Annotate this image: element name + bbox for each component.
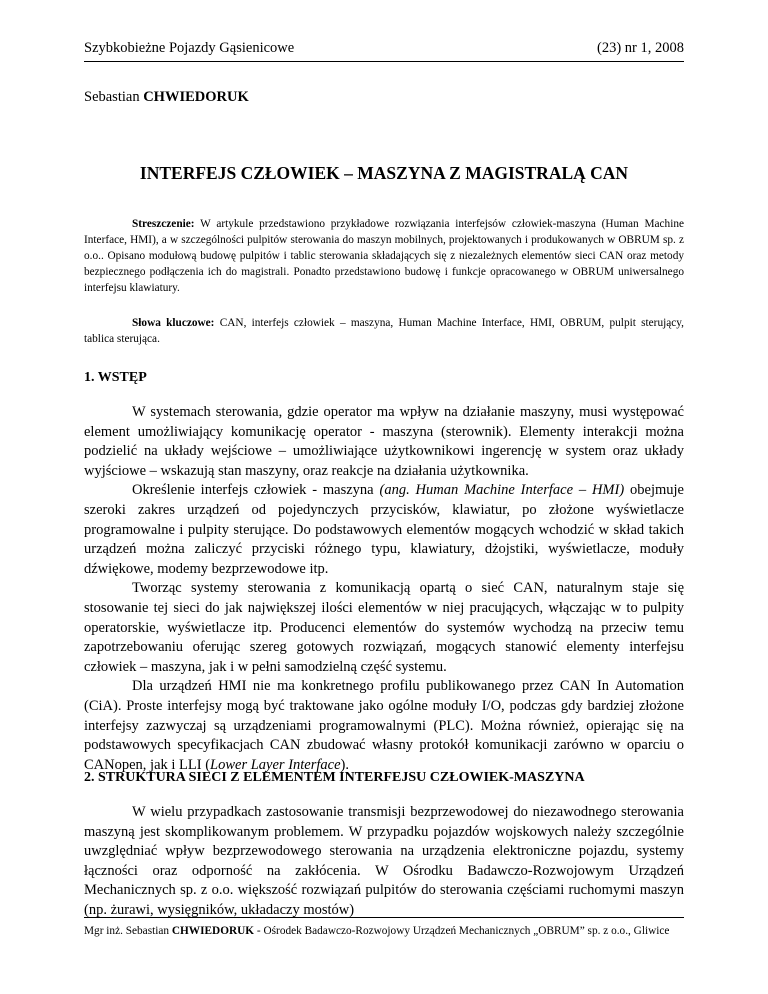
keywords	[84, 315, 684, 347]
keywords-text: CAN, interfejs człowiek – maszyna, Human Machine Interface, HMI, OBRUM, pulpit sterujący, tablica sterująca.	[84, 317, 684, 345]
author-last-name: CHWIEDORUK	[143, 89, 249, 105]
section-heading-2: 2. STRUKTURA SIECI Z ELEMENTEM INTERFEJSU CZŁOWIEK-MASZYNA	[84, 770, 585, 785]
paragraph: Tworząc systemy sterowania z komunikacją opartą o sieć CAN, naturalnym staje się stosowanie tej sieci do jak największej ilości elementów w niej pracujących, włączając w to pulpity operatorskie, wyświetlacze itp. Producenci elementów do systemów wychodzą na przeciw temu zapotrzebowaniu oferując szereg gotowych rozwiązań, mogących stanowić elementy interfejsu człowiek – maszyna, jak i w pełni samodzielną część systemu.	[84, 580, 684, 675]
hmi-definition: (ang. Human Machine Interface – HMI)	[379, 482, 625, 499]
footnote-rule	[84, 917, 684, 918]
abstract	[84, 216, 684, 296]
author-affiliation-footnote: Mgr inż. Sebastian CHWIEDORUK - Ośrodek Badawczo-Rozwojowy Urządzeń Mechanicznych „OBRUM” sp. z o.o., Gliwice	[84, 925, 670, 937]
lli-term: Lower Layer Interface	[210, 756, 341, 773]
section-1-body	[84, 403, 684, 775]
keywords-label: Słowa kluczowe:	[132, 317, 215, 329]
journal-name: Szybkobieżne Pojazdy Gąsienicowe	[84, 40, 295, 56]
paragraph: Dla urządzeń HMI nie ma konkretnego profilu publikowanego przez CAN In Automation (CiA). Proste interfejsy mogą być traktowane jako ogólne moduły I/O, podczas gdy bardziej złożone interfejsy zazwyczaj są urządzeniami programowalnymi (PLC). Można również, opierając się na podstawowych specyfikacjach CAN zbudować własny protokół komunikacji zarówno w oparciu o CANopen, jak i LLI (Lower Layer Interface).	[84, 678, 684, 773]
paper-title: INTERFEJS CZŁOWIEK – MASZYNA Z MAGISTRALĄ CAN	[139, 163, 629, 183]
author-first-name: Sebastian	[84, 89, 140, 105]
issue-number: (23) nr 1, 2008	[597, 40, 684, 56]
author-line	[84, 89, 249, 106]
section-heading-1: 1. WSTĘP	[84, 370, 147, 385]
section-2-body	[84, 803, 684, 921]
abstract-label: Streszczenie:	[132, 218, 195, 230]
paragraph: W wielu przypadkach zastosowanie transmisji bezprzewodowej do niezawodnego sterowania maszyną jest skomplikowanym problemem. W przypadku pojazdów wojskowych należy szczególnie uwzględniać wpływ bezprzewodowego sterowania na urządzenia elektroniczne pojazdu, systemy łączności oraz odporność na zakłócenia. W Ośrodku Badawczo-Rozwojowym Urządzeń Mechanicznych sp. z o.o. większość rozwiązań pulpitów do sterowania częściami ruchomymi maszyn (np. żurawi, wysięgników, układaczy mostów)	[84, 804, 684, 918]
paragraph: Określenie interfejs człowiek - maszyna (ang. Human Machine Interface – HMI) obejmuje szeroki zakres urządzeń od pojedynczych przycisków, klawiatur, po złożone wyświetlacze programowalne i pulpity sterujące. Do podstawowych elementów mogących wchodzić w skład takich urządzeń można zaliczyć przyciski różnego typu, klawiatury, dżojstiki, wyświetlacze, moduły dźwiękowe, modemy bezprzewodowe itp.	[84, 482, 684, 577]
abstract-text: W artykule przedstawiono przykładowe rozwiązania interfejsów człowiek-maszyna (Human Machine Interface, HMI), a w szczególności pulpitów sterowania do maszyn mobilnych, projektowanych i produkowanych w OBRUM sp. z o.o.. Opisano modułową budowę pulpitów i tablic sterowania składających się z niezależnych elementów sieci CAN oraz metody bezpiecznego podłączenia ich do magistrali. Ponadto przedstawiono budowę i funkcje opracowanego w OBRUM uniwersalnego interfejsu klawiatury.	[84, 218, 684, 294]
footnote-author-name: CHWIEDORUK	[171, 925, 255, 937]
paragraph: W systemach sterowania, gdzie operator ma wpływ na działanie maszyny, musi występować element umożliwiający komunikację operator - maszyna (sterownik). Elementy interakcji można podzielić na układy wejściowe – umożliwiające użytkownikowi ingerencję w system oraz układy wyjściowe – wskazują stan maszyny, oraz reakcje na działania użytkownika.	[84, 404, 684, 479]
header-rule	[84, 61, 684, 62]
